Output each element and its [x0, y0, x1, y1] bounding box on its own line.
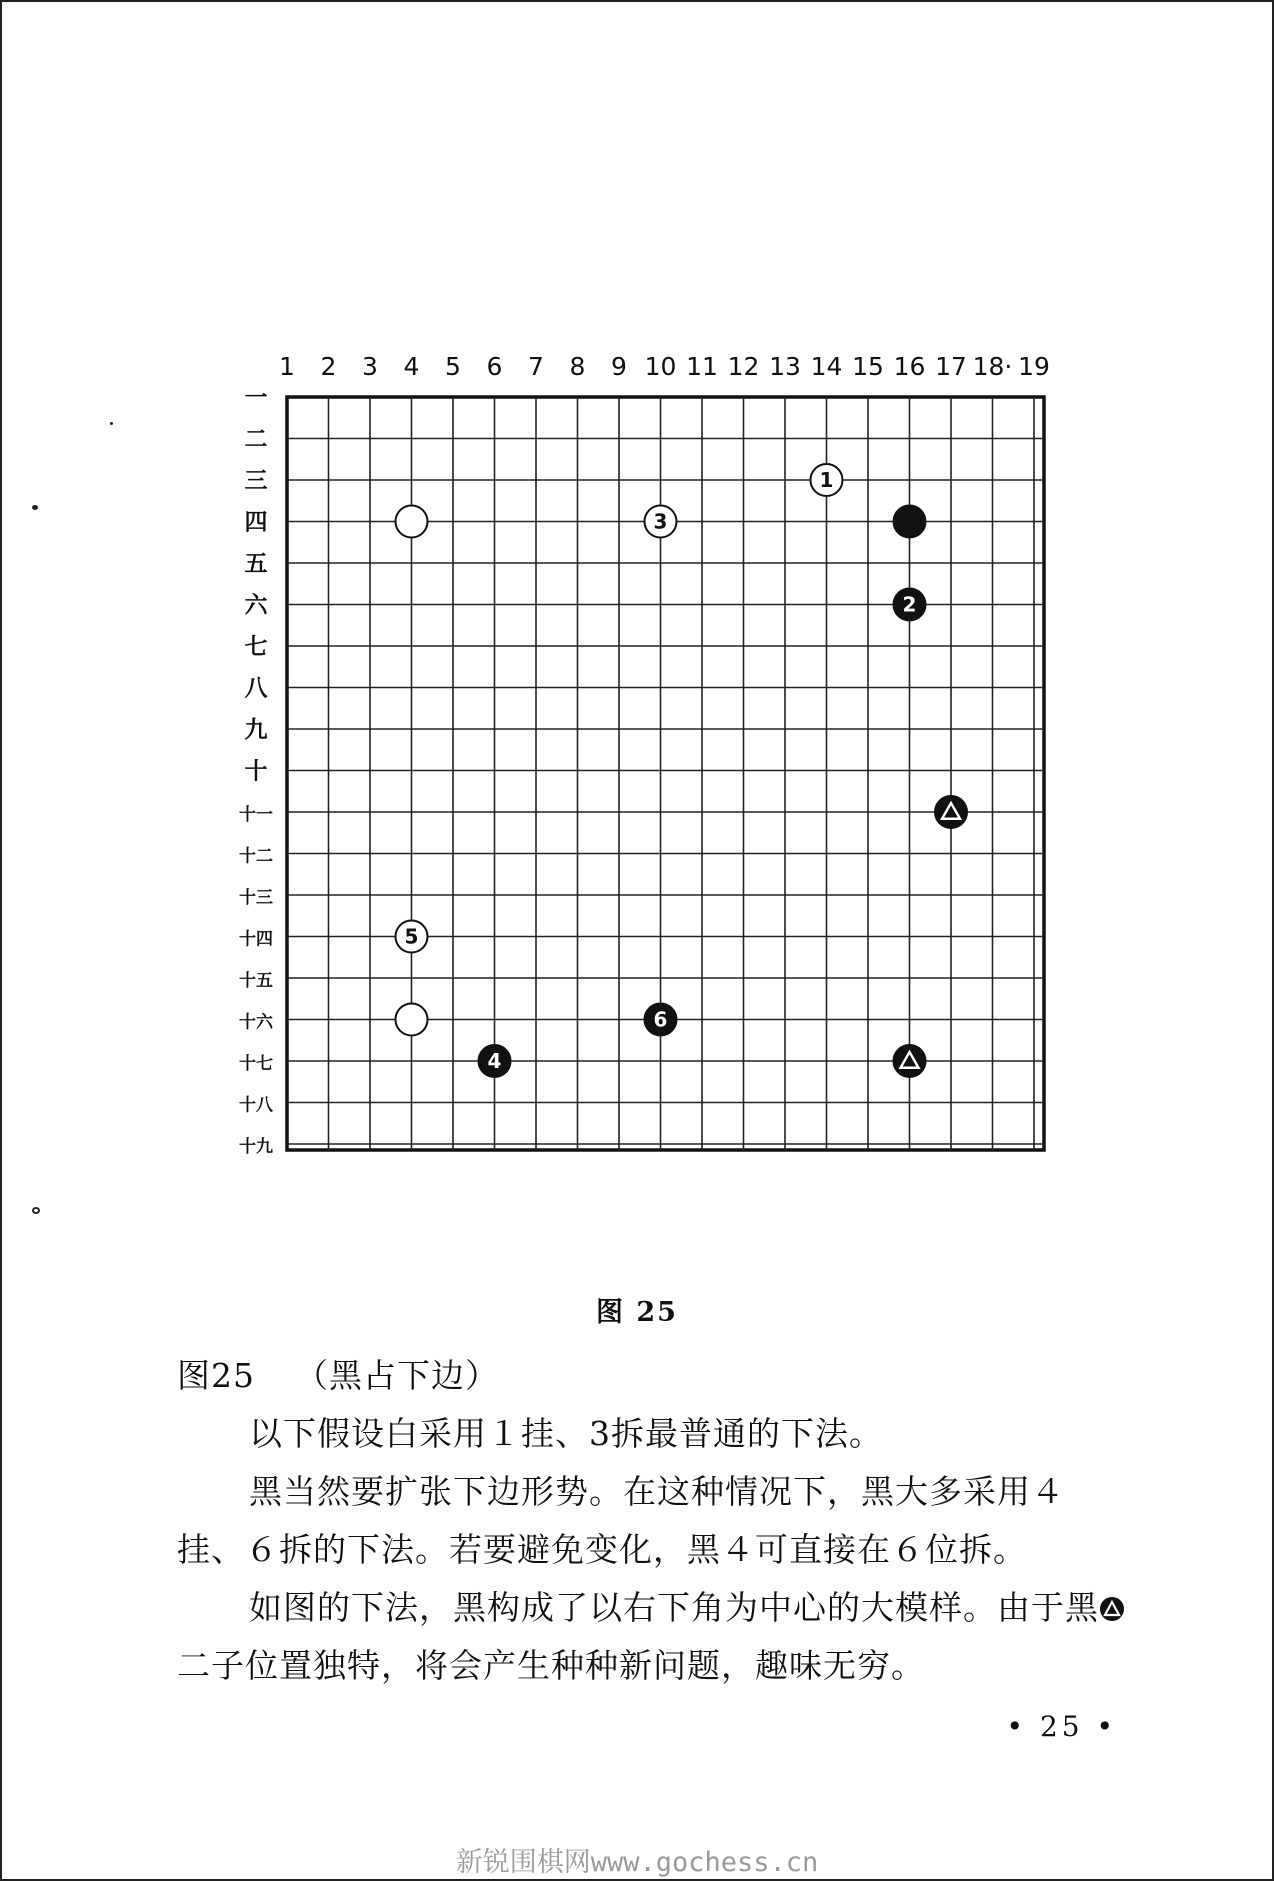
row-label: 八: [244, 674, 268, 702]
black-stone: [894, 506, 926, 538]
section-heading: [177, 1347, 1127, 1405]
scan-speck: [110, 422, 113, 425]
row-label: 七: [244, 633, 268, 660]
column-label: 7: [528, 352, 544, 381]
column-label: 12: [727, 352, 760, 381]
paragraph-1: 以下假设白采用１挂、3拆最普通的下法。: [249, 1414, 883, 1453]
paragraph-3-part-1: 如图的下法，黑构成了以右下角为中心的大模样。由于黑: [249, 1588, 1099, 1627]
figure-caption: 图 25: [596, 1297, 678, 1328]
heading-title: （黑占下边）: [295, 1356, 499, 1395]
scan-speck: [32, 505, 38, 510]
column-label: 19: [1018, 352, 1050, 381]
stone-move-number: 3: [653, 509, 668, 534]
go-board-diagram: [222, 337, 1050, 1187]
column-label: 13: [769, 352, 801, 381]
row-label: 十五: [239, 971, 273, 991]
column-label: 8: [569, 352, 586, 381]
column-label: 5: [445, 352, 461, 381]
black-stone: [894, 1045, 926, 1077]
row-label: 十一: [239, 805, 273, 825]
black-stone: [645, 1004, 677, 1036]
column-label: 4: [403, 352, 420, 381]
paragraph-3-part-2: 二子位置独特，将会产生种种新问题，趣味无穷。: [177, 1646, 925, 1685]
column-label: 6: [486, 352, 503, 381]
row-label: 十八: [239, 1095, 273, 1116]
column-label: 10: [644, 352, 677, 381]
stone-move-number: 6: [653, 1007, 668, 1032]
row-label: 四: [244, 508, 268, 536]
row-label: 一: [244, 384, 268, 411]
column-label: 3: [362, 352, 378, 381]
heading-figure-number: 图25: [177, 1356, 255, 1395]
row-label: 六: [244, 591, 268, 619]
column-label: 9: [611, 352, 627, 381]
board-coordinates: [239, 352, 1050, 1157]
row-label: 三: [244, 467, 268, 494]
stone-disc: [894, 506, 926, 538]
white-stone: [396, 1004, 428, 1036]
black-stone: [935, 796, 967, 828]
page-number: • 25 •: [1006, 1710, 1117, 1743]
stone-disc: [396, 1004, 428, 1036]
white-stone: [396, 921, 428, 953]
row-label: 十九: [239, 1137, 273, 1157]
column-label: 15: [852, 352, 884, 381]
row-label: 九: [244, 716, 268, 743]
paragraph-3: [177, 1579, 1127, 1695]
column-label: 14: [810, 352, 843, 381]
column-label: 2: [320, 352, 337, 381]
black-stone: [479, 1045, 511, 1077]
white-stone: [396, 506, 428, 538]
row-label: 十六: [239, 1012, 273, 1033]
row-label: 五: [244, 550, 268, 577]
scan-speck: [32, 1207, 40, 1214]
stone-disc: [396, 506, 428, 538]
row-label: 十三: [239, 888, 273, 908]
row-label: 十四: [239, 929, 273, 950]
black-stone: [894, 589, 926, 621]
row-label: 十七: [239, 1054, 273, 1074]
body-text: [177, 1405, 1127, 1695]
column-label: 11: [686, 352, 718, 381]
row-label: 十: [244, 757, 268, 785]
white-stone: [645, 506, 677, 538]
black-triangle-stone-icon: [1099, 1596, 1125, 1622]
stone-move-number: 2: [902, 592, 917, 617]
watermark: 新锐围棋网www.gochess.cn: [455, 1847, 819, 1878]
stone-move-number: 1: [819, 468, 834, 492]
stone-move-number: 4: [487, 1049, 502, 1073]
column-label: 17: [935, 352, 967, 381]
stone-move-number: 5: [404, 924, 419, 949]
row-label: 十二: [239, 846, 273, 867]
paragraph-2: 黑当然要扩张下边形势。在这种情况下，黑大多采用４挂、６拆的下法。若要避免变化，黑４可直接在６位拆。: [177, 1472, 1065, 1569]
column-label: 16: [893, 352, 926, 381]
column-label: 18·: [972, 352, 1013, 381]
row-label: 二: [244, 425, 268, 453]
white-stone: [811, 464, 843, 496]
column-label: 1: [279, 352, 295, 381]
